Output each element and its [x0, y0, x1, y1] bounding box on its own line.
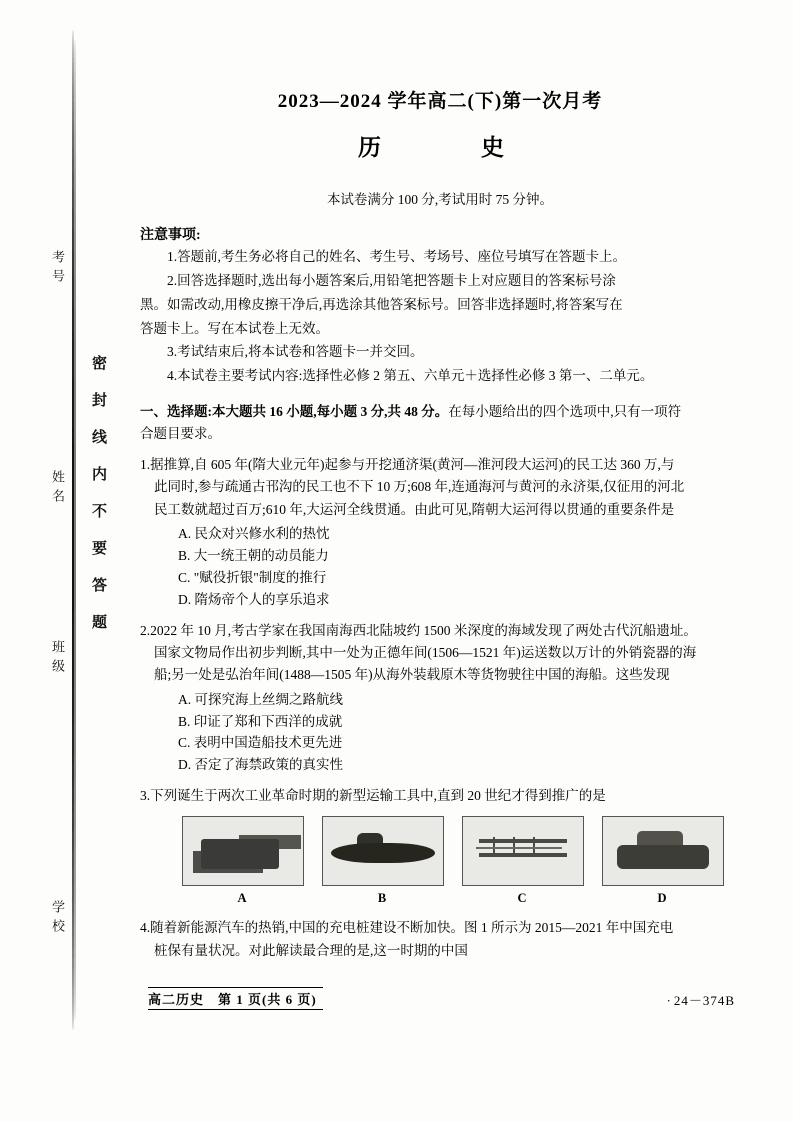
figure-option-c[interactable]	[462, 816, 582, 909]
page-title: 2023—2024 学年高二(下)第一次月考	[277, 91, 603, 112]
field-label-name: 姓名	[50, 470, 65, 508]
section-instruction: 在每小题给出的四个选项中,只有一项符	[448, 404, 682, 420]
footer-paper-code: · 24－374B	[666, 990, 735, 1009]
steam-train-image	[182, 816, 304, 886]
question-stem-line	[140, 785, 740, 807]
question-stem-line	[140, 454, 740, 476]
notice-item: 黑。如需改动,用橡皮擦干净后,再选涂其他答案标号。回答非选择题时,将答案写在	[140, 296, 623, 312]
section-label: 一、选择题:	[140, 404, 212, 420]
figure-label: B	[377, 890, 387, 905]
question-number: 1.	[140, 456, 151, 472]
figure-label: C	[517, 890, 527, 905]
figure-option-b[interactable]	[322, 816, 442, 909]
figure-label: A	[237, 890, 247, 905]
figure-option-d[interactable]	[602, 816, 722, 909]
notice-item: 2.回答选择题时,选出每小题答案后,用铅笔把答题卡上对应题目的答案标号涂	[167, 272, 616, 288]
subject-title: 历 史	[358, 135, 522, 160]
option-c[interactable]: C. "赋役折银"制度的推行	[178, 569, 327, 585]
option-d[interactable]: D. 否定了海禁政策的真实性	[178, 757, 343, 773]
question-options	[140, 523, 740, 610]
figure-label: D	[657, 890, 667, 905]
notice-heading: 注意事项:	[140, 228, 201, 243]
question-stem-line	[140, 620, 740, 642]
option-b[interactable]: B. 大一统王朝的动员能力	[178, 547, 329, 563]
question-item	[140, 454, 740, 611]
field-label-class: 班级	[50, 640, 65, 678]
footer-page-info: 高二历史 第 1 页(共 6 页)	[148, 987, 323, 1010]
question-number: 4.	[140, 920, 151, 936]
question-text: 据推算,自 605 年(隋大业元年)起参与开挖通济渠(黄河—淮河段大运河)的民工达 360 万,与	[150, 456, 675, 472]
section-points: 本大题共 16 小题,每小题 3 分,共 48 分。	[212, 404, 449, 420]
option-a[interactable]: A. 民众对兴修水利的热忱	[178, 526, 330, 542]
question-text: 随着新能源汽车的热销,中国的充电桩建设不断加快。图 1 所示为 2015—2021 年中国充电	[150, 920, 674, 936]
question-item	[140, 785, 740, 908]
section-heading-line2: 合题目要求。	[140, 426, 221, 442]
question-stem-line: 此同时,参与疏通古邗沟的民工也不下 10 万;608 年,连通海河与黄河的永济渠,仅征用的河北	[154, 479, 685, 495]
submarine-image	[322, 816, 444, 886]
question-stem-line: 国家文物局作出初步判断,其中一处为正德年间(1506—1521 年)运送数以万计的外销瓷器的海	[154, 644, 697, 660]
question-stem-line	[140, 917, 740, 939]
option-a[interactable]: A. 可探究海上丝绸之路航线	[178, 691, 343, 707]
sealing-line-text: 密封线内不要答题	[90, 355, 106, 651]
question-figure-row	[140, 816, 740, 909]
notice-item: 3.考试结束后,将本试卷和答题卡一并交回。	[167, 344, 424, 360]
question-stem-line: 船;另一处是弘治年间(1488—1505 年)从海外装载原木等货物驶往中国的海船。这些发现	[154, 667, 670, 683]
question-item	[140, 917, 740, 962]
question-text: 下列诞生于两次工业革命时期的新型运输工具中,直到 20 世纪才得到推广的是	[150, 788, 606, 804]
notice-item: 4.本试卷主要考试内容:选择性必修 2 第五、六单元＋选择性必修 3 第一、二单元。	[167, 368, 654, 384]
sealing-curve-right	[74, 40, 76, 1020]
document-body	[140, 86, 740, 962]
question-number: 2.	[140, 622, 151, 638]
option-c[interactable]: C. 表明中国造船技术更先进	[178, 735, 343, 751]
field-label-school: 学校	[50, 900, 65, 938]
question-options	[140, 689, 740, 776]
option-b[interactable]: B. 印证了郑和下西洋的成就	[178, 713, 343, 729]
sealing-line-area	[0, 0, 150, 1122]
exam-meta: 本试卷满分 100 分,考试用时 75 分钟。	[326, 192, 554, 207]
notice-item: 答题卡上。写在本试卷上无效。	[140, 320, 329, 336]
figure-option-a[interactable]	[182, 816, 302, 909]
section-heading	[140, 401, 740, 423]
option-d[interactable]: D. 隋炀帝个人的享乐追求	[178, 591, 330, 607]
notice-item: 1.答题前,考生务必将自己的姓名、考生号、考场号、座位号填写在答题卡上。	[167, 249, 626, 264]
automobile-image	[602, 816, 724, 886]
question-text: 2022 年 10 月,考古学家在我国南海西北陆坡约 1500 米深度的海域发现了两处古代沉船遗址。	[150, 622, 697, 638]
question-item	[140, 620, 740, 777]
question-stem-line: 民工数就超过百万;610 年,大运河全线贯通。由此可见,隋朝大运河得以贯通的重要条件是	[154, 501, 675, 517]
question-number: 3.	[140, 788, 151, 804]
biplane-image	[462, 816, 584, 886]
question-stem-line: 桩保有量状况。对此解读最合理的是,这一时期的中国	[154, 942, 468, 958]
field-label-student-id: 考号	[50, 250, 65, 288]
